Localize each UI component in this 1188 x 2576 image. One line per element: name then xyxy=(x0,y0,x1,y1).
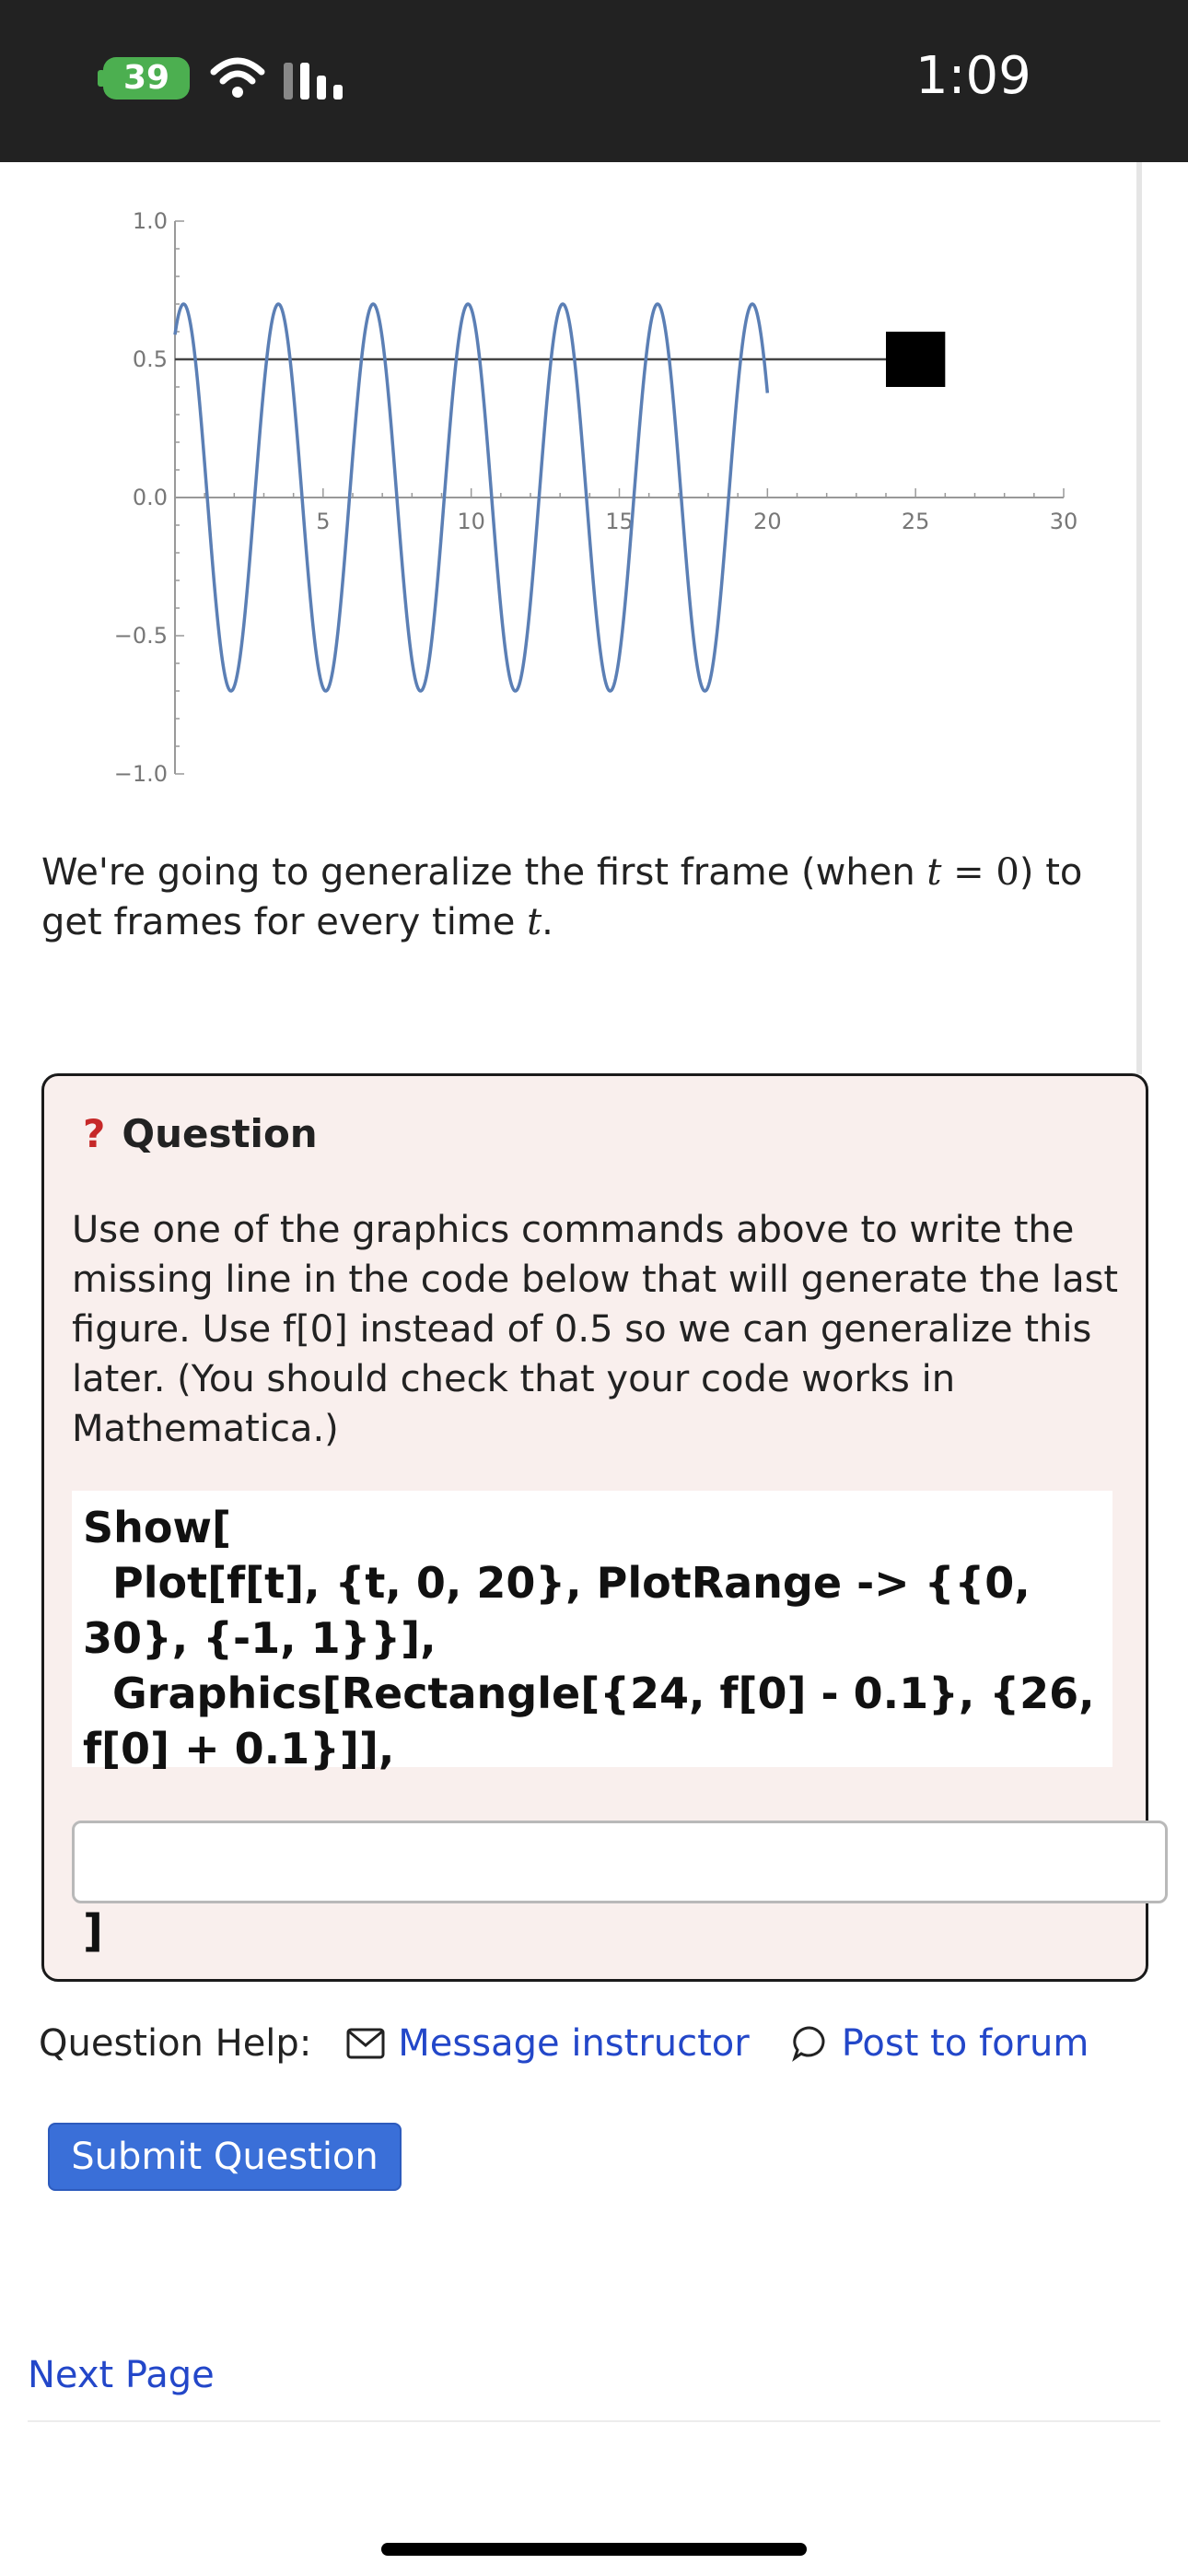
intro-paragraph: We're going to generalize the first frame (when t = 0) to get frames for every time t. xyxy=(41,851,1083,943)
submit-question-button[interactable]: Submit Question xyxy=(48,2123,402,2191)
message-instructor-link[interactable]: Message instructor xyxy=(398,2022,750,2065)
scrollbar[interactable] xyxy=(1136,162,1142,1074)
answer-input[interactable] xyxy=(72,1821,1168,1903)
y-tick-label: 1.0 xyxy=(132,208,168,234)
wave-plot-chart xyxy=(101,193,1077,792)
y-tick-label: 0.0 xyxy=(132,485,168,510)
x-tick-label: 5 xyxy=(316,509,331,534)
x-tick-label: 20 xyxy=(753,509,782,534)
battery-icon: 39 xyxy=(103,57,190,100)
x-tick-label: 25 xyxy=(901,509,930,534)
y-tick-label: 0.5 xyxy=(132,346,168,372)
black-rectangle xyxy=(886,332,945,387)
y-tick-label: −0.5 xyxy=(113,623,168,649)
home-indicator[interactable] xyxy=(381,2543,807,2556)
question-help xyxy=(39,2022,1089,2065)
code-closing-bracket: ] xyxy=(83,1905,103,1957)
code-block: Show[ Plot[f[t], {t, 0, 20}, PlotRange -> {{0, 30}, {-1, 1}}], Graphics[Rectangle[{24, f[0] - 0.1}, {26, f[0] + 0.1}]], xyxy=(72,1491,1112,1767)
question-heading: ? Question xyxy=(83,1111,318,1156)
x-tick-label: 15 xyxy=(605,509,634,534)
divider xyxy=(28,2420,1160,2422)
speech-bubble-icon xyxy=(790,2024,829,2063)
post-to-forum-link[interactable]: Post to forum xyxy=(841,2022,1089,2065)
status-bar xyxy=(0,0,1188,162)
next-page-link[interactable]: Next Page xyxy=(28,2354,215,2396)
question-mark-icon: ? xyxy=(83,1111,106,1156)
wifi-icon xyxy=(210,55,265,101)
envelope-icon xyxy=(346,2028,385,2059)
x-tick-label: 10 xyxy=(457,509,485,534)
y-tick-label: −1.0 xyxy=(113,761,168,787)
question-body: Use one of the graphics commands above to write the missing line in the code below that will generate the last figure. Use f[0] instead of 0.5 so we can generalize this later. (You should check that your code works in Mathematica.) xyxy=(72,1209,1119,1450)
question-help-label: Question Help: xyxy=(39,2022,312,2065)
cellular-signal-icon xyxy=(282,57,346,101)
clock: 1:09 xyxy=(915,46,1031,106)
x-tick-label: 30 xyxy=(1049,509,1077,534)
question-card xyxy=(41,1073,1148,1982)
